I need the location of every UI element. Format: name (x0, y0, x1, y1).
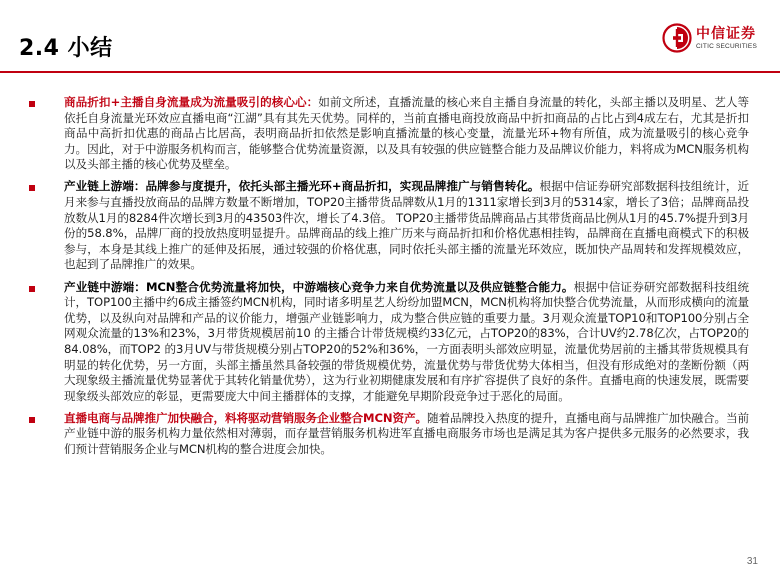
summary-body: 随着品牌投入热度的提升，直播电商与品牌推广加快融合。当前产业链中游的服务机构力量依然相对薄弱，而存量营销服务机构进军直播电商服务市场也是满足其为客户提供多元服务的必然要求，我们预计营销服务企业与MCN机构的整合进度会加快。 (64, 410, 749, 456)
summary-item-upstream (29, 179, 749, 273)
bullet-square-icon (29, 286, 35, 292)
summary-lead: 产业链上游端：品牌参与度提升，依托头部主播光环+商品折扣，实现品牌推广与销售转化。 (64, 179, 540, 194)
page-title: 2.4 小结 (19, 36, 113, 61)
company-logo (662, 20, 772, 56)
summary-lead: 商品折扣+主播自身流量成为流量吸引的核心心： (64, 95, 319, 109)
summary-body: 如前文所述，直播流量的核心来自主播自身流量的转化，头部主播以及明星、艺人等依托自身流量光环效应直播电商“江湖”具有其先天优势。同样的，当前直播电商投放商品中折扣商品的占比占到4成左右，尤其是折扣商品中高折扣优惠的商品占比居高，表明商品折扣依然是影响直播流量的核心变量，流量光环+物有所值，成为流量吸引的核心竞争力。因此，对于中游服务机构而言，能够整合优势流量资源，以及具有较强的供应链整合能力及品牌议价能力，料将成为MCN服务机构以及头部主播的核心优势及壁垒。 (64, 95, 749, 172)
bullet-square-icon (29, 185, 35, 191)
logo-english-name: CITIC SECURITIES (696, 42, 757, 50)
page-number: 31 (746, 556, 758, 567)
bullet-square-icon (29, 417, 35, 423)
summary-paragraph (64, 95, 749, 173)
summary-body: 根据中信证券研究部数据科技组统计，TOP100主播中约6成主播签约MCN机构，同时诸多明星艺人纷纷加盟MCN，MCN机构将加快整合优势流量，从而形成横向的流量优势，以及纵向对品牌和产品的议价能力，增强产业链影响力，成为整合供应链的重要力量。3月观众流量TOP10和TOP100分别占全网观众流量的13%和23%，3月带货规模居前10 的主播合计带货规模约33亿元，占TOP20的83%，合计UV约2.78亿次，占TOP20的84.08%，而TOP2 的3月UV与带货规模分别占TOP20的52%和36%，一方面表明头部效应明显，流量优势居前的主播其带货规模具有明显的转化优势，另一方面，头部主播虽然具备较强的带货规模优势，流量优势与带货优势大体相当，但没有形成绝对的垄断份额（两大现象级主播流量优势显著优于其转化销量优势），这为行业初期健康发展和有序扩容提供了良好的条件。直播电商的快速发展，既需要现象级头部效应的彰显，更需要庞大中间主播群体的支撑，才能避免早期阶段竞争过于恶化的局面。 (64, 279, 749, 403)
bullet-square-icon (29, 101, 35, 107)
summary-item-traffic (29, 95, 749, 173)
summary-list (29, 95, 749, 464)
summary-paragraph (64, 411, 749, 458)
summary-lead: 直播电商与品牌推广加快融合，料将驱动营销服务企业整合MCN资产。 (64, 410, 427, 425)
summary-paragraph (64, 179, 749, 273)
citic-logo-icon (662, 23, 692, 53)
summary-body: 根据中信证券研究部数据科技组统计，近月来参与直播投放商品的品牌方数量不断增加，TOP20主播带货品牌数从1月的1311家增长到3月的5314家，增长了3倍；品牌商品投放数从1月的8284件次增长到3月的43503件次，增长了4.3倍。 TOP20主播带货品牌商品占其带货商品比例从1月的45.7%提升到3月份的58.8%，品牌厂商的投放热度明显提升。品牌商品的线上推广历来与商品折扣和价格优惠相挂钩，品牌商在直播电商模式下的积极参与，本身是其线上推广的延伸及拓展，通过较强的价格优惠，同时依托头部主播的流量光环效应，既加快产品周转和发挥规模效应，也起到了品牌推广的效果。 (64, 179, 749, 272)
summary-item-midstream (29, 280, 749, 405)
summary-paragraph (64, 280, 749, 405)
logo-chinese-name: 中信证券 (696, 25, 756, 42)
header-divider (0, 71, 780, 73)
summary-item-brand-integration (29, 411, 749, 458)
summary-lead: 产业链中游端：MCN整合优势流量将加快，中游端核心竞争力来自优势流量以及供应链整合能力。 (64, 279, 574, 294)
